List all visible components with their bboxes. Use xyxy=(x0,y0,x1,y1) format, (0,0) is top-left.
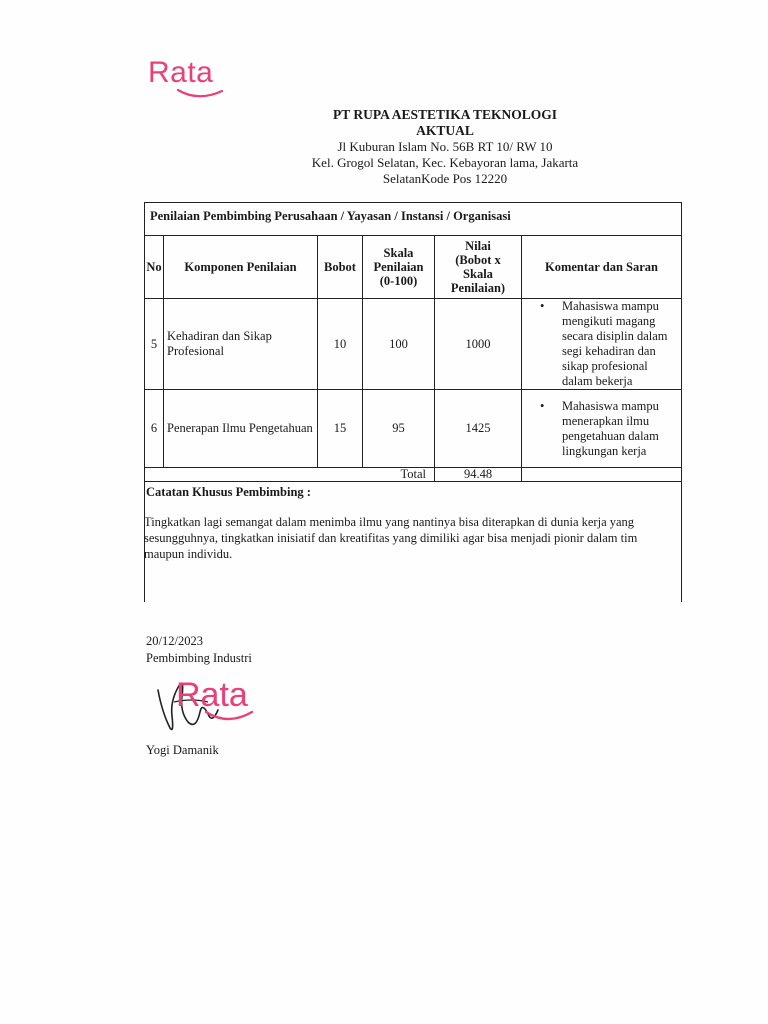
row-scale: 95 xyxy=(363,390,435,468)
notes-title: Catatan Khusus Pembimbing : xyxy=(146,485,311,499)
stamp-logo-text: Rata xyxy=(176,676,248,714)
row-comment xyxy=(522,390,682,468)
header-score-line3: Skala xyxy=(463,267,493,281)
evaluation-title: Penilaian Pembimbing Perusahaan / Yayasan / Instansi / Organisasi xyxy=(150,209,511,223)
notes-text: Tingkatkan lagi semangat dalam menimba ilmu yang nantinya bisa diterapkan di dunia kerja yang sesungguhnya, tingkatkan inisiatif dan kreatifitas yang dimiliki agar bisa menjadi pionir dalam tim maupun individu. xyxy=(144,515,638,561)
header-score-line4: Penilaian) xyxy=(450,281,506,295)
header-scale-line2: Penilaian xyxy=(373,260,424,274)
company-logo: Rata xyxy=(148,56,214,89)
header-scale xyxy=(363,236,435,299)
row-score: 1000 xyxy=(435,299,522,390)
row-component: Penerapan Ilmu Pengetahuan xyxy=(164,390,318,468)
signature-date: 20/12/2023 xyxy=(146,634,203,648)
row-weight: 10 xyxy=(318,299,363,390)
company-header xyxy=(255,107,635,187)
header-component: Komponen Penilaian xyxy=(164,236,318,299)
header-no: No xyxy=(145,236,164,299)
row-comment xyxy=(522,299,682,390)
header-score-line1: Nilai xyxy=(465,239,491,253)
row-scale: 100 xyxy=(363,299,435,390)
header-scale-line3: (0-100) xyxy=(379,274,418,288)
signature-role: Pembimbing Industri xyxy=(146,651,252,665)
company-address-line1: Jl Kuburan Islam No. 56B RT 10/ RW 10 xyxy=(337,139,553,154)
company-address-line3: SelatanKode Pos 12220 xyxy=(382,171,508,186)
company-name-line2: AKTUAL xyxy=(416,123,474,138)
header-scale-line1: Skala xyxy=(383,246,414,260)
total-label: Total xyxy=(145,468,435,482)
table-row xyxy=(145,390,682,468)
header-score xyxy=(435,236,522,299)
header-score-line2: (Bobot x xyxy=(455,253,501,267)
evaluation-table xyxy=(144,235,682,482)
table-header-row xyxy=(145,236,682,299)
total-value: 94.48 xyxy=(435,468,522,482)
signer-name: Yogi Damanik xyxy=(146,743,219,757)
total-empty-cell xyxy=(522,468,682,482)
company-name-line1: PT RUPA AESTETIKA TEKNOLOGI xyxy=(333,107,557,122)
row-score: 1425 xyxy=(435,390,522,468)
company-address-line2: Kel. Grogol Selatan, Kec. Kebayoran lama, Jakarta xyxy=(311,155,579,170)
logo-swoosh-icon xyxy=(176,88,226,100)
row-component: Kehadiran dan Sikap Profesional xyxy=(164,299,318,390)
row-no: 5 xyxy=(145,299,164,390)
header-weight: Bobot xyxy=(318,236,363,299)
row-no: 6 xyxy=(145,390,164,468)
header-comment: Komentar dan Saran xyxy=(522,236,682,299)
comment-bullet: • Mahasiswa mampu mengikuti magang secara disiplin dalam segi kehadiran dan sikap profesional dalam bekerja xyxy=(540,299,677,389)
total-row xyxy=(145,468,682,482)
row-weight: 15 xyxy=(318,390,363,468)
comment-bullet: • Mahasiswa mampu menerapkan ilmu pengetahuan dalam lingkungan kerja xyxy=(540,399,677,459)
signature-stamp-icon xyxy=(152,672,267,742)
table-row xyxy=(145,299,682,390)
